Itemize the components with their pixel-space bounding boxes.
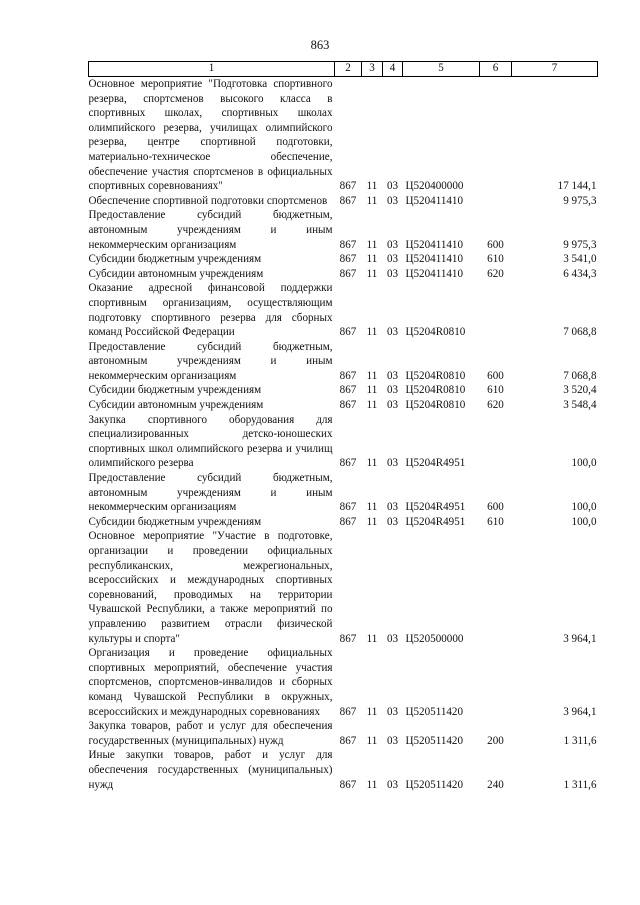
table-row [89,252,598,267]
row-section: 11 [366,778,378,791]
table-row [89,267,598,282]
table-row [89,194,598,209]
column-number-header [89,62,598,77]
row-target-article: Ц5204R0810 [405,369,466,382]
row-grbs: 867 [339,515,357,528]
row-name: Субсидии бюджетным учреждениям [88,384,262,397]
table-row [89,646,598,719]
table-row [89,515,598,530]
row-target-article: Ц520411410 [405,194,464,207]
row-amount: 100,0 [571,457,597,470]
row-amount: 100,0 [571,501,597,514]
table-row [89,208,598,252]
row-amount: 3 964,1 [563,705,597,718]
row-amount: 1 311,6 [563,778,597,791]
row-amount: 1 311,6 [563,734,597,747]
row-grbs: 867 [339,705,357,718]
row-name: Оказание адресной финансовой поддержки спортивным организациям, осуществляющим подготовку спортивного резерва для сборных команд Российской Федерации [88,282,333,339]
row-name: Предоставление субсидий бюджетным, автономным учреждениям и иным некоммерческим организациям [88,340,333,382]
row-grbs: 867 [339,384,357,397]
page-number: 863 [310,38,330,52]
row-subsection: 03 [386,734,399,747]
row-expense-type [480,646,512,719]
row-expense-type: 610 [487,253,504,266]
table-row [89,281,598,339]
row-grbs: 867 [339,778,357,791]
row-name: Субсидии бюджетным учреждениям [88,515,262,528]
row-section: 11 [366,705,378,718]
row-name: Основное мероприятие "Участие в подготовке, организации и проведении официальных республиканских, межрегиональных, всероссийских и международных спортивных соревнований, проводимых на территории Чувашской Республики, а также мероприятий по управлению развитием отрасли физической культуры и спорта" [88,530,333,645]
row-target-article: Ц5204R0810 [405,399,466,412]
column-header-2: 2 [335,62,362,77]
row-grbs: 867 [339,501,357,514]
row-section: 11 [366,515,378,528]
column-header-6: 6 [480,62,512,77]
row-grbs: 867 [339,194,357,207]
row-target-article: Ц5204R4951 [405,457,466,470]
row-section: 11 [366,457,378,470]
row-grbs: 867 [339,253,357,266]
column-header-4: 4 [383,62,403,77]
row-subsection: 03 [386,501,399,514]
column-header-7: 7 [512,62,598,77]
row-subsection: 03 [386,238,399,251]
row-target-article: Ц520511420 [405,705,464,718]
row-expense-type: 200 [487,734,504,747]
row-section: 11 [366,384,378,397]
column-header-5: 5 [403,62,480,77]
row-name: Основное мероприятие "Подготовка спортивного резерва, спортсменов высокого класса в спортивных школах, спортивных школах олимпийского резерва, училищах олимпийского резерва, центре спортивной подготовки, материально-техническое обеспечение, обеспечение участия спортсменов в официальных спортивных соревнованиях" [88,78,333,193]
row-name: Субсидии автономным учреждениям [88,267,264,280]
row-expense-type: 600 [487,238,504,251]
row-expense-type [480,194,512,209]
row-amount: 7 068,8 [563,369,597,382]
table-row [89,413,598,471]
row-expense-type: 610 [487,515,504,528]
row-subsection: 03 [386,515,399,528]
row-grbs: 867 [339,180,357,193]
table-row [89,77,598,194]
table-row [89,719,598,748]
row-expense-type: 610 [487,384,504,397]
row-subsection: 03 [386,267,399,280]
row-target-article: Ц520400000 [405,180,464,193]
row-subsection: 03 [386,705,399,718]
row-section: 11 [366,326,378,339]
row-amount: 6 434,3 [563,267,597,280]
table-row [89,383,598,398]
row-expense-type [480,529,512,646]
row-expense-type [480,413,512,471]
row-grbs: 867 [339,326,357,339]
column-header-3: 3 [362,62,383,77]
row-target-article: Ц5204R0810 [405,384,466,397]
row-amount: 7 068,8 [563,326,597,339]
row-subsection: 03 [386,384,399,397]
row-target-article: Ц520411410 [405,238,464,251]
row-expense-type: 240 [487,778,504,791]
row-subsection: 03 [386,253,399,266]
row-section: 11 [366,253,378,266]
row-expense-type: 600 [487,501,504,514]
row-section: 11 [366,267,378,280]
row-amount: 9 975,3 [563,194,597,207]
row-section: 11 [366,632,378,645]
table-row [89,340,598,384]
row-subsection: 03 [386,326,399,339]
row-expense-type [480,281,512,339]
row-name: Субсидии автономным учреждениям [88,399,264,412]
row-section: 11 [366,194,378,207]
row-section: 11 [366,734,378,747]
row-amount: 100,0 [571,515,597,528]
row-expense-type: 620 [487,267,504,280]
row-name: Иные закупки товаров, работ и услуг для обеспечения государственных (муниципальных) нужд [88,749,333,791]
row-grbs: 867 [339,399,357,412]
row-grbs: 867 [339,457,357,470]
row-name: Закупка спортивного оборудования для специализированных детско-юношеских спортивных школ олимпийского резерва и училищ олимпийского резерва [88,413,333,470]
row-subsection: 03 [386,632,399,645]
row-name: Предоставление субсидий бюджетным, автономным учреждениям и иным некоммерческим организациям [88,209,333,251]
row-target-article: Ц520411410 [405,253,464,266]
row-subsection: 03 [386,369,399,382]
row-target-article: Ц5204R4951 [405,515,466,528]
row-grbs: 867 [339,267,357,280]
row-section: 11 [366,399,378,412]
column-header-1: 1 [89,62,335,77]
table-row [89,398,598,413]
row-subsection: 03 [386,399,399,412]
budget-table [88,61,598,792]
row-name: Обеспечение спортивной подготовки спортсменов [88,194,328,207]
row-grbs: 867 [339,632,357,645]
row-amount: 3 520,4 [563,384,597,397]
row-target-article: Ц520411410 [405,267,464,280]
table-row [89,471,598,515]
row-subsection: 03 [386,194,399,207]
row-subsection: 03 [386,180,399,193]
row-grbs: 867 [339,238,357,251]
row-section: 11 [366,238,378,251]
row-amount: 17 144,1 [557,180,597,193]
row-expense-type [480,77,512,194]
row-amount: 3 964,1 [563,632,597,645]
row-section: 11 [366,501,378,514]
row-grbs: 867 [339,369,357,382]
row-name: Организация и проведение официальных спортивных мероприятий, обеспечение участия спортсменов, спортсменов-инвалидов и сборных команд Чувашской Республики в окружных, всероссийских и международных соревнованиях [88,647,333,718]
row-section: 11 [366,180,378,193]
row-amount: 3 548,4 [563,399,597,412]
table-row [89,529,598,646]
row-target-article: Ц520500000 [405,632,464,645]
row-section: 11 [366,369,378,382]
row-subsection: 03 [386,778,399,791]
row-amount: 3 541,0 [563,253,597,266]
row-grbs: 867 [339,734,357,747]
table-row [89,748,598,792]
row-target-article: Ц5204R0810 [405,326,466,339]
row-expense-type: 600 [487,369,504,382]
row-expense-type: 620 [487,399,504,412]
row-target-article: Ц520511420 [405,778,464,791]
row-target-article: Ц520511420 [405,734,464,747]
row-name: Закупка товаров, работ и услуг для обеспечения государственных (муниципальных) нужд [88,720,333,747]
row-name: Предоставление субсидий бюджетным, автономным учреждениям и иным некоммерческим организациям [88,472,333,514]
row-amount: 9 975,3 [563,238,597,251]
row-target-article: Ц5204R4951 [405,501,466,514]
row-name: Субсидии бюджетным учреждениям [88,253,262,266]
row-subsection: 03 [386,457,399,470]
